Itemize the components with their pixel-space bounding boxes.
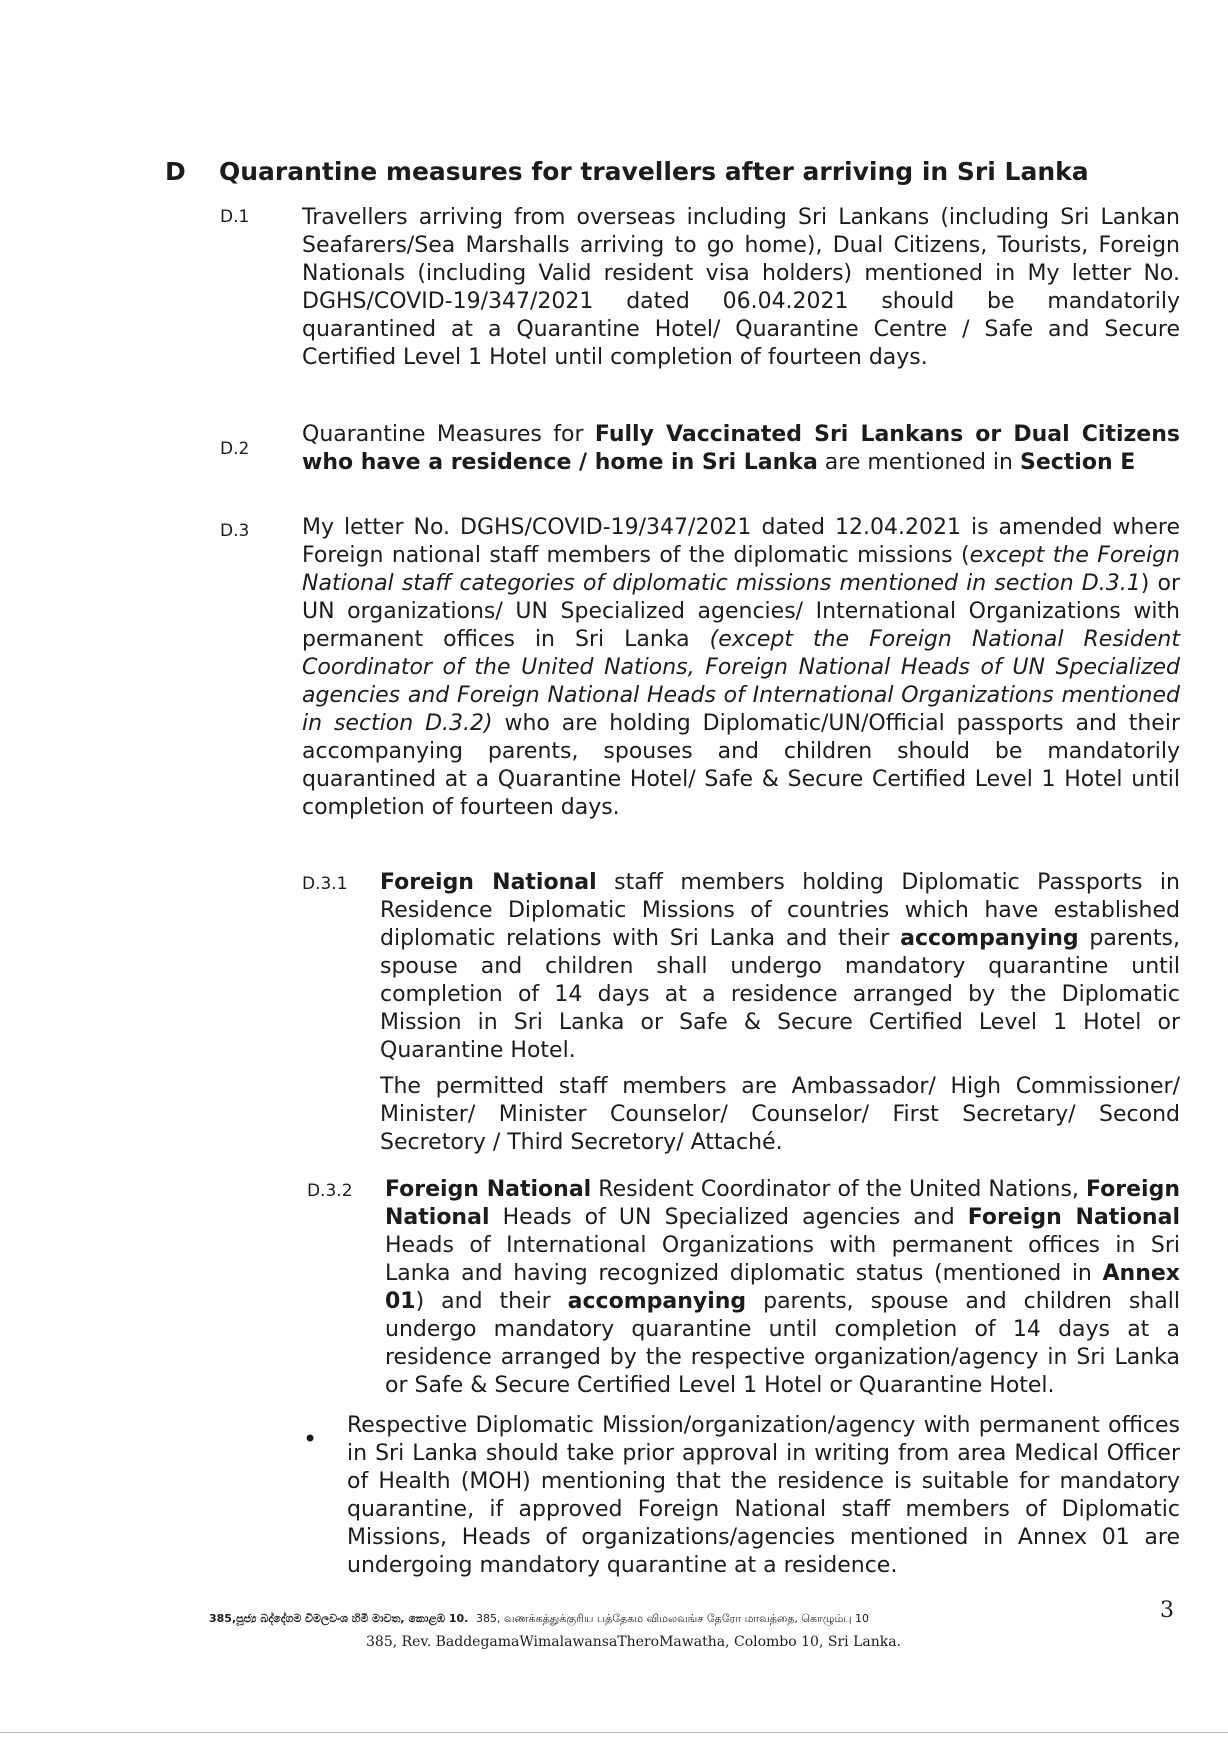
d1-number: D.1: [220, 207, 250, 227]
d2-number: D.2: [220, 439, 250, 459]
d2-text-a: Quarantine Measures for: [302, 422, 595, 447]
d2-bold-a: Fully Vaccinated Sri Lankans or Dual Citizens who have a residence / home in Sri Lanka: [302, 422, 1180, 475]
d31-text-b: parents, spouse and children shall undergo mandatory quarantine until completion of 14 days at a residence arranged by the Diplomatic Mission in Sri Lanka or Safe & Secure Certified Level 1 Hotel or Quarantine Hotel.: [380, 926, 1180, 1063]
d32-text-c: Heads of International Organizations with permanent offices in Sri Lanka and having recognized diplomatic status (mentioned in: [385, 1233, 1180, 1286]
d3-number: D.3: [220, 521, 250, 541]
d2-bold-b: Section E: [1019, 450, 1136, 475]
d32-text-d: ) and their: [415, 1289, 568, 1314]
d32-text-b: Heads of UN Specialized agencies and: [489, 1205, 968, 1230]
d3-italic-b: (except the Foreign National Resident Coordinator of the United Nations, Foreign National Heads of UN Specialized agencies and Foreign National Heads of International Organizations mentioned in section D.3.2): [302, 627, 1180, 736]
d32-text-e: parents, spouse and children shall undergo mandatory quarantine until completion of 14 days at a residence arranged by the respective organization/agency in Sri Lanka or Safe & Secure Certified Level 1 Hotel or Quarantine Hotel.: [385, 1289, 1180, 1398]
d3-text-b: ) or UN organizations/ UN Specialized agencies/ International Organizations with permanent offices in Sri Lanka: [302, 571, 1180, 652]
d32-bold-a: Foreign National: [385, 1177, 592, 1202]
footer-address-local: [209, 1612, 869, 1627]
footer-address-english: 385, Rev. BaddegamaWimalawansaTheroMawatha, Colombo 10, Sri Lanka.: [366, 1634, 902, 1650]
d31-text-a: staff members holding Diplomatic Passports in Residence Diplomatic Missions of countries which have established diplomatic relations with Sri Lanka and their: [380, 870, 1180, 951]
d3-text-a: My letter No. DGHS/COVID-19/347/2021 dated 12.04.2021 is amended where Foreign national staff members of the diplomatic missions (: [302, 515, 1180, 568]
d31-paragraph: [380, 869, 1180, 1065]
page-number: 3: [1160, 1598, 1174, 1623]
bullet-marker: •: [303, 1425, 318, 1453]
d32-bold-e: accompanying: [567, 1289, 747, 1314]
d32-bold-c: Foreign National: [967, 1205, 1180, 1230]
footer-sinhala: 385,පූජ්‍ය බද්දේගම විමලවංශ හිමි මාවත, කොළඹ 10.: [209, 1612, 469, 1625]
d32-bold-b: Foreign National: [385, 1177, 1180, 1230]
bullet-paragraph: Respective Diplomatic Mission/organization/agency with permanent offices in Sri Lanka should take prior approval in writing from area Medical Officer of Health (MOH) mentioning that the residence is suitable for mandatory quarantine, if approved Foreign National staff members of Diplomatic Missions, Heads of organizations/agencies mentioned in Annex 01 are undergoing mandatory quarantine at a residence.: [347, 1413, 1180, 1578]
footer-tamil: 385, வணக்கத்துக்குரிய பத்தேகம விமலவங்ச தேரோ மாவத்தை, கொழும்பு 10: [476, 1612, 870, 1625]
section-title: Quarantine measures for travellers after arriving in Sri Lanka: [219, 157, 1089, 186]
d31-permitted-paragraph: The permitted staff members are Ambassador/ High Commissioner/ Minister/ Minister Counselor/ Counselor/ First Secretary/ Second Secretory / Third Secretory/ Attaché.: [380, 1074, 1180, 1155]
d3-italic-a: except the Foreign National staff categories of diplomatic missions mentioned in section D.3.1: [302, 543, 1180, 596]
d1-paragraph: Travellers arriving from overseas including Sri Lankans (including Sri Lankan Seafarers/Sea Marshalls arriving to go home), Dual Citizens, Tourists, Foreign Nationals (including Valid resident visa holders) mentioned in My letter No. DGHS/COVID-19/347/2021 dated 06.04.2021 should be mandatorily quarantined at a Quarantine Hotel/ Quarantine Centre / Safe and Secure Certified Level 1 Hotel until completion of fourteen days.: [302, 205, 1180, 370]
d2-text-b: are mentioned in: [817, 450, 1020, 475]
d32-text-a: Resident Coordinator of the United Nations,: [591, 1177, 1087, 1202]
d32-bold-d: Annex 01: [385, 1261, 1180, 1314]
d32-paragraph: [385, 1176, 1180, 1400]
d3-paragraph: [302, 514, 1180, 822]
d31-bold-b: accompanying: [900, 926, 1079, 951]
d32-number: D.3.2: [307, 1181, 353, 1201]
d31-bold-a: Foreign National: [380, 870, 597, 895]
d31-number: D.3.1: [302, 874, 348, 894]
d2-paragraph: [302, 421, 1180, 477]
bottom-rule: [0, 1732, 1228, 1733]
d3-text-c: who are holding Diplomatic/UN/Official passports and their accompanying parents, spouses and children should be mandatorily quarantined at a Quarantine Hotel/ Safe & Secure Certified Level 1 Hotel until completion of fourteen days.: [302, 711, 1181, 820]
section-letter: D: [165, 157, 186, 186]
